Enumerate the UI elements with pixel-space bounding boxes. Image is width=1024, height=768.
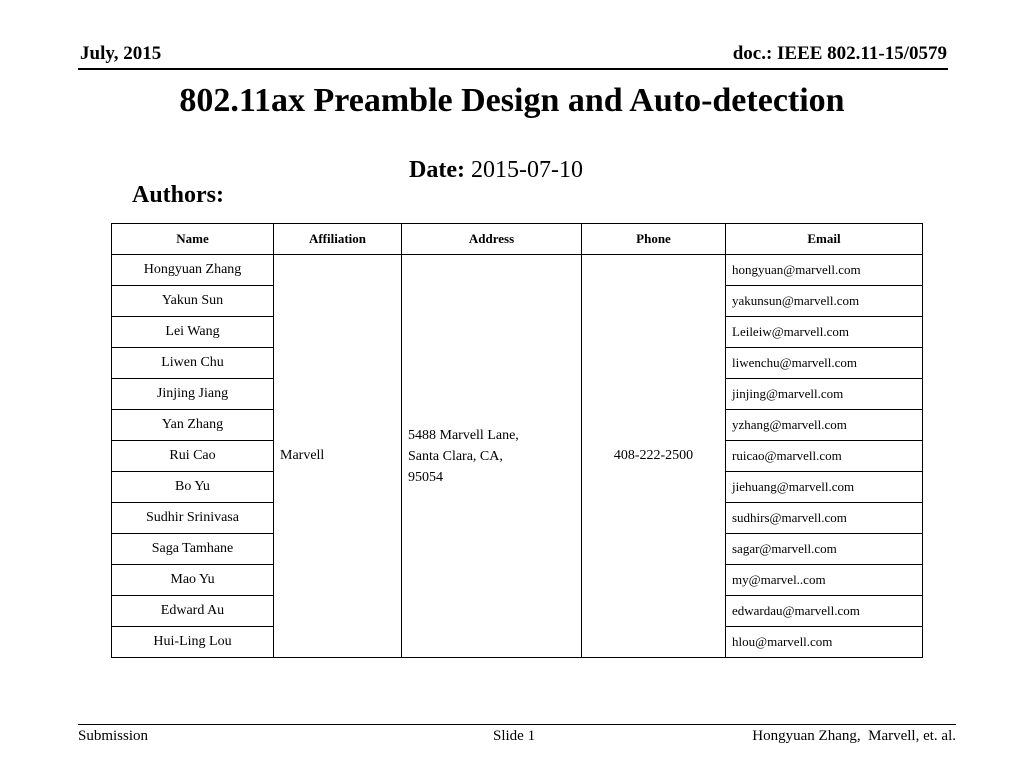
author-name: Mao Yu	[112, 565, 274, 596]
author-name: Hongyuan Zhang	[112, 255, 274, 286]
author-phone: 408-222-2500	[582, 255, 726, 658]
date-value: 2015-07-10	[470, 157, 583, 183]
author-affiliation: Marvell	[274, 255, 402, 658]
authors-table	[111, 223, 923, 658]
header-doc-id: doc.: IEEE 802.11-15/0579	[732, 43, 947, 64]
author-name: Hui-Ling Lou	[112, 627, 274, 658]
author-name: Yan Zhang	[112, 410, 274, 441]
author-email: yzhang@marvell.com	[726, 410, 923, 441]
author-email: yakunsun@marvell.com	[726, 286, 923, 317]
footer-divider	[78, 724, 956, 725]
footer-slide-number: Slide 1	[493, 728, 536, 744]
slide-title: 802.11ax Preamble Design and Auto-detection	[179, 82, 845, 119]
author-address	[402, 255, 582, 658]
author-name: Liwen Chu	[112, 348, 274, 379]
author-email: ruicao@marvell.com	[726, 441, 923, 472]
author-name: Bo Yu	[112, 472, 274, 503]
author-name: Rui Cao	[112, 441, 274, 472]
author-email: liwenchu@marvell.com	[726, 348, 923, 379]
footer-author: Hongyuan Zhang, Marvell, et. al.	[752, 728, 956, 744]
author-name: Edward Au	[112, 596, 274, 627]
author-email: sagar@marvell.com	[726, 534, 923, 565]
column-header-phone: Phone	[582, 224, 726, 255]
column-header-name: Name	[112, 224, 274, 255]
address-line: Santa Clara, CA,	[408, 448, 503, 464]
column-header-address: Address	[402, 224, 582, 255]
author-name: Yakun Sun	[112, 286, 274, 317]
author-name: Jinjing Jiang	[112, 379, 274, 410]
author-email: jiehuang@marvell.com	[726, 472, 923, 503]
footer-submission: Submission	[78, 728, 149, 744]
authors-heading: Authors:	[132, 182, 225, 208]
column-header-email: Email	[726, 224, 923, 255]
address-line: 95054	[408, 469, 443, 485]
header-date: July, 2015	[80, 43, 162, 64]
date-line	[409, 157, 583, 184]
author-email: edwardau@marvell.com	[726, 596, 923, 627]
column-header-affiliation: Affiliation	[274, 224, 402, 255]
author-name: Sudhir Srinivasa	[112, 503, 274, 534]
author-email: hongyuan@marvell.com	[726, 255, 923, 286]
author-email: jinjing@marvell.com	[726, 379, 923, 410]
date-label: Date:	[409, 157, 465, 183]
header-divider	[78, 68, 948, 70]
author-name: Saga Tamhane	[112, 534, 274, 565]
author-email: my@marvel..com	[726, 565, 923, 596]
table-header-row	[112, 224, 923, 255]
address-line: 5488 Marvell Lane,	[408, 427, 519, 443]
table-row	[112, 255, 923, 286]
author-email: Leileiw@marvell.com	[726, 317, 923, 348]
author-name: Lei Wang	[112, 317, 274, 348]
author-email: sudhirs@marvell.com	[726, 503, 923, 534]
author-email: hlou@marvell.com	[726, 627, 923, 658]
